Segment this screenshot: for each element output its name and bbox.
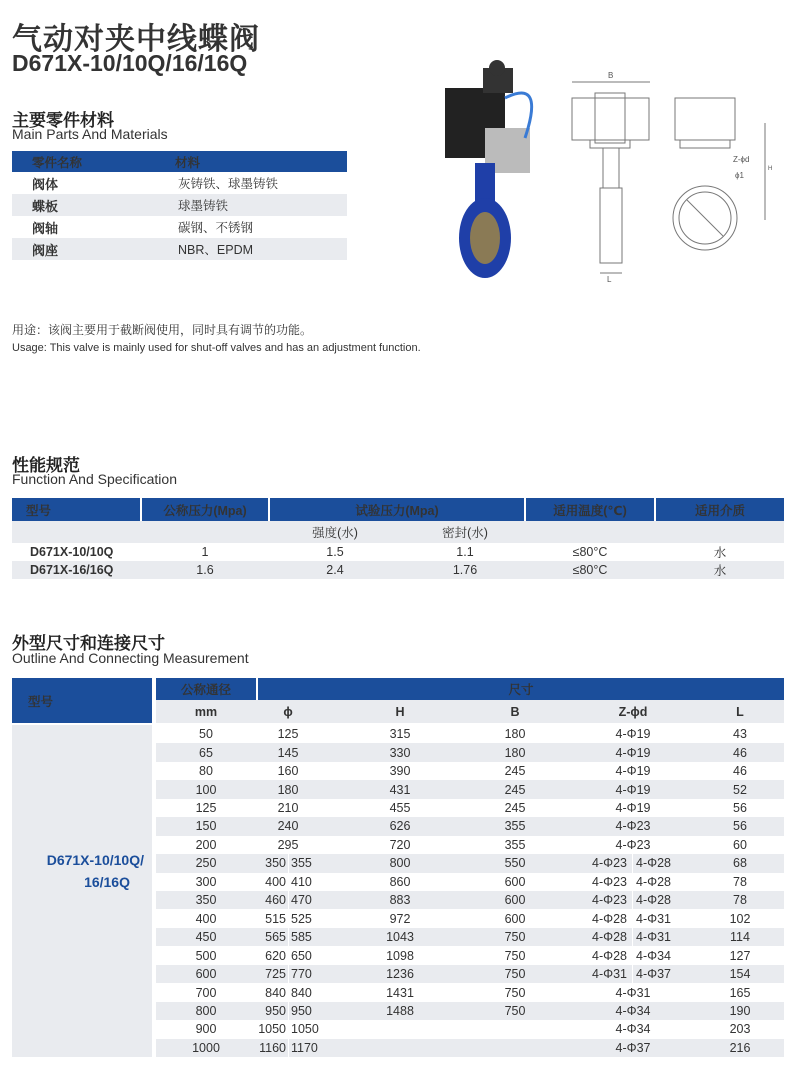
spec-cell: 1.6: [196, 563, 214, 577]
b-cell: 750: [504, 967, 526, 982]
z-cell: 4-Φ19: [615, 782, 651, 797]
phi-cell: 620: [265, 948, 286, 963]
h-cell: 1098: [386, 948, 414, 963]
phi-cell: 565: [265, 930, 286, 945]
phi-cell: 1050: [291, 1022, 319, 1037]
label-phi1: ϕ1: [735, 171, 744, 180]
l-cell: 127: [729, 948, 751, 963]
dn-cell: 1000: [192, 1040, 220, 1055]
spec-cell: D671X-10/10Q: [30, 545, 114, 559]
z-cell: 4-Φ31: [636, 911, 671, 926]
phi-cell: 840: [291, 985, 312, 1000]
spec-header-cell: 试验压力(Mpa): [270, 498, 524, 521]
part-material: 球墨铸铁: [178, 199, 229, 213]
z-cell: 4-Φ28: [592, 948, 627, 963]
label-h: H: [768, 166, 773, 172]
spec-title-en: Function And Specification: [12, 471, 177, 487]
valve-drawing: [435, 58, 795, 283]
z-cell: 4-Φ37: [636, 967, 671, 982]
phi-cell: 180: [277, 782, 299, 797]
page-title: 气动对夹中线蝶阀: [12, 23, 260, 56]
phi-cell: 1160: [259, 1040, 286, 1055]
parts-header-material: 材料: [175, 155, 201, 170]
b-cell: [465, 1020, 565, 1038]
l-cell: 56: [733, 801, 747, 816]
dims-subheader-cell: Z-ϕd: [618, 704, 648, 719]
b-cell: 355: [504, 819, 526, 834]
l-cell: 60: [733, 837, 747, 852]
l-cell: 52: [733, 782, 747, 797]
spec-cell: 2.4: [326, 563, 344, 577]
h-cell: 330: [389, 745, 411, 760]
z-cell: 4-Φ19: [615, 801, 651, 816]
spec-header-cell: 型号: [12, 498, 140, 521]
part-material: NBR、EPDM: [178, 243, 254, 257]
side-view-icon: [673, 98, 765, 250]
z-cell: 4-Φ37: [615, 1040, 651, 1055]
dims-title-en: Outline And Connecting Measurement: [12, 650, 249, 666]
dn-cell: 350: [195, 893, 217, 908]
dn-cell: 100: [195, 782, 217, 797]
z-cell: 4-Φ34: [615, 1003, 651, 1018]
dims-model-line2: 16/16Q: [84, 874, 130, 890]
spec-cell: ≤80°C: [572, 563, 608, 577]
model-title: D671X-10/10Q/16/16Q: [12, 50, 248, 76]
b-cell: 245: [504, 764, 526, 779]
spec-cell: ≤80°C: [572, 545, 608, 559]
phi-cell: 650: [291, 948, 312, 963]
z-cell: 4-Φ34: [636, 948, 671, 963]
phi-cell: 525: [291, 911, 312, 926]
phi-cell: 210: [277, 801, 299, 816]
h-cell: [350, 1020, 450, 1038]
dn-cell: 125: [195, 801, 217, 816]
spec-subheader-seal: 密封(水): [442, 526, 488, 540]
phi-cell: 295: [277, 837, 299, 852]
h-cell: 626: [389, 819, 411, 834]
phi-cell: 350: [265, 856, 286, 871]
phi-divider: [288, 873, 289, 891]
parts-title-cn: 主要零件材料: [12, 111, 114, 130]
h-cell: [350, 1039, 450, 1057]
dn-cell: 200: [195, 837, 217, 852]
z-divider: [632, 965, 633, 983]
z-cell: 4-Φ31: [615, 985, 651, 1000]
h-cell: 390: [389, 764, 411, 779]
part-material: 碳钢、不锈钢: [178, 221, 254, 235]
dn-cell: 400: [195, 911, 217, 926]
h-cell: 431: [389, 782, 411, 797]
z-divider: [632, 891, 633, 909]
label-l: L: [607, 275, 612, 283]
parts-header-name: 零件名称: [12, 151, 162, 172]
z-cell: 4-Φ28: [636, 874, 671, 889]
dn-cell: 800: [195, 1003, 217, 1018]
l-cell: 190: [729, 1003, 751, 1018]
phi-cell: 460: [265, 893, 286, 908]
b-cell: 600: [504, 874, 526, 889]
phi-cell: 585: [291, 930, 312, 945]
phi-cell: 950: [291, 1003, 312, 1018]
z-cell: 4-Φ23: [592, 893, 627, 908]
z-cell: 4-Φ28: [636, 893, 671, 908]
dn-cell: 700: [195, 985, 217, 1000]
z-divider: [632, 854, 633, 872]
l-cell: 43: [733, 727, 747, 742]
dims-title-cn: 外型尺寸和连接尺寸: [12, 634, 165, 653]
dims-subheader-cell: ϕ: [283, 704, 293, 719]
valve-photo: [445, 60, 532, 278]
phi-divider: [288, 1002, 289, 1020]
dn-cell: 150: [195, 819, 217, 834]
dn-cell: 50: [199, 727, 213, 742]
b-cell: 750: [504, 948, 526, 963]
b-cell: 600: [504, 893, 526, 908]
part-material: 灰铸铁、球墨铸铁: [178, 177, 279, 191]
dn-cell: 80: [199, 764, 213, 779]
phi-divider: [288, 946, 289, 964]
spec-subheader-strength: 强度(水): [312, 526, 358, 540]
z-cell: 4-Φ28: [592, 911, 627, 926]
z-cell: 4-Φ23: [592, 874, 627, 889]
spec-cell: 水: [713, 564, 727, 578]
front-view-icon: [572, 82, 650, 273]
phi-divider: [288, 1020, 289, 1038]
dims-subheader-cell: L: [736, 704, 744, 719]
spec-cell: 1.1: [456, 545, 474, 559]
l-cell: 102: [729, 911, 751, 926]
label-z-phi-d: Z-ϕd: [733, 155, 750, 164]
b-cell: 245: [504, 801, 526, 816]
z-cell: 4-Φ34: [615, 1022, 651, 1037]
z-cell: 4-Φ31: [636, 930, 671, 945]
b-cell: 245: [504, 782, 526, 797]
h-cell: 972: [389, 911, 411, 926]
b-cell: 750: [504, 930, 526, 945]
b-cell: 180: [504, 727, 526, 742]
spec-cell: 水: [713, 546, 727, 560]
h-cell: 1488: [386, 1003, 414, 1018]
phi-divider: [288, 1039, 289, 1057]
z-cell: 4-Φ31: [592, 967, 627, 982]
l-cell: 46: [733, 745, 747, 760]
l-cell: 68: [733, 856, 747, 871]
phi-cell: 355: [291, 856, 312, 871]
h-cell: 315: [389, 727, 411, 742]
label-b: B: [608, 71, 614, 80]
phi-divider: [288, 983, 289, 1001]
b-cell: 600: [504, 911, 526, 926]
spec-cell: 1.76: [452, 563, 478, 577]
dims-header-dn: 公称通径: [156, 678, 256, 700]
dn-cell: 65: [199, 745, 213, 760]
b-cell: [465, 1039, 565, 1057]
z-divider: [632, 928, 633, 946]
phi-cell: 515: [265, 911, 286, 926]
z-cell: 4-Φ23: [615, 837, 651, 852]
z-cell: 4-Φ28: [592, 930, 627, 945]
z-cell: 4-Φ23: [615, 819, 651, 834]
phi-cell: 240: [277, 819, 299, 834]
dn-cell: 900: [195, 1022, 217, 1037]
spec-title-cn: 性能规范: [12, 456, 80, 475]
usage-en: Usage: This valve is mainly used for shut-off valves and has an adjustment function.: [12, 342, 421, 354]
z-cell: 4-Φ19: [615, 727, 651, 742]
l-cell: 114: [730, 930, 750, 945]
phi-cell: 160: [277, 764, 299, 779]
dims-header-model: 型号: [12, 678, 152, 723]
phi-cell: 1050: [258, 1022, 286, 1037]
dn-cell: 500: [195, 948, 217, 963]
l-cell: 78: [733, 893, 747, 908]
b-cell: 750: [504, 1003, 526, 1018]
dn-cell: 450: [195, 930, 217, 945]
part-name: 阀轴: [32, 220, 59, 236]
z-divider: [632, 873, 633, 891]
dims-subheader-cell: mm: [194, 704, 218, 719]
dims-header-size: 尺寸: [258, 678, 784, 700]
spec-cell: 1: [201, 545, 209, 559]
phi-cell: 950: [265, 1003, 286, 1018]
z-cell: 4-Φ23: [592, 856, 627, 871]
l-cell: 203: [729, 1022, 751, 1037]
usage-cn: 用途：该阀主要用于截断阀使用，同时具有调节的功能。: [12, 323, 313, 337]
h-cell: 800: [389, 856, 411, 871]
phi-divider: [288, 965, 289, 983]
l-cell: 216: [729, 1040, 751, 1055]
dims-subheader-cell: H: [395, 704, 405, 719]
dn-cell: 600: [195, 967, 217, 982]
phi-cell: 410: [291, 874, 312, 889]
l-cell: 56: [733, 819, 747, 834]
b-cell: 750: [504, 985, 526, 1000]
spec-header-cell: 适用介质: [656, 498, 784, 521]
l-cell: 154: [729, 967, 751, 982]
dims-model-line1: D671X-10/10Q/: [46, 852, 144, 868]
b-cell: 180: [504, 745, 526, 760]
phi-cell: 1170: [291, 1040, 318, 1055]
h-cell: 860: [389, 874, 411, 889]
l-cell: 78: [733, 874, 747, 889]
z-cell: 4-Φ19: [615, 745, 651, 760]
z-divider: [632, 910, 633, 928]
spec-cell: 1.5: [326, 545, 344, 559]
phi-cell: 770: [291, 967, 312, 982]
z-divider: [632, 946, 633, 964]
parts-title-en: Main Parts And Materials: [12, 126, 168, 142]
l-cell: 46: [733, 764, 747, 779]
l-cell: 165: [729, 985, 751, 1000]
phi-cell: 840: [265, 985, 286, 1000]
h-cell: 1236: [386, 967, 414, 982]
part-name: 阀座: [32, 242, 59, 258]
b-cell: 355: [504, 837, 526, 852]
dims-subheader-cell: B: [510, 704, 520, 719]
dn-cell: 300: [195, 874, 217, 889]
h-cell: 1043: [386, 930, 414, 945]
spec-cell: D671X-16/16Q: [30, 563, 114, 577]
h-cell: 455: [389, 801, 411, 816]
h-cell: 883: [389, 893, 411, 908]
h-cell: 1431: [386, 985, 414, 1000]
b-cell: 550: [504, 856, 526, 871]
z-cell: 4-Φ19: [615, 764, 651, 779]
h-cell: 720: [389, 837, 411, 852]
phi-cell: 145: [277, 745, 299, 760]
phi-divider: [288, 891, 289, 909]
part-name: 蝶板: [32, 198, 59, 214]
spec-header-cell: 公称压力(Mpa): [142, 498, 268, 521]
phi-cell: 725: [265, 967, 286, 982]
part-name: 阀体: [32, 176, 59, 192]
phi-cell: 470: [291, 893, 312, 908]
phi-cell: 125: [277, 727, 299, 742]
phi-divider: [288, 854, 289, 872]
phi-divider: [288, 928, 289, 946]
spec-header-cell: 适用温度(℃): [526, 498, 654, 521]
phi-divider: [288, 910, 289, 928]
dn-cell: 250: [195, 856, 217, 871]
phi-cell: 400: [265, 874, 286, 889]
z-cell: 4-Φ28: [636, 856, 671, 871]
